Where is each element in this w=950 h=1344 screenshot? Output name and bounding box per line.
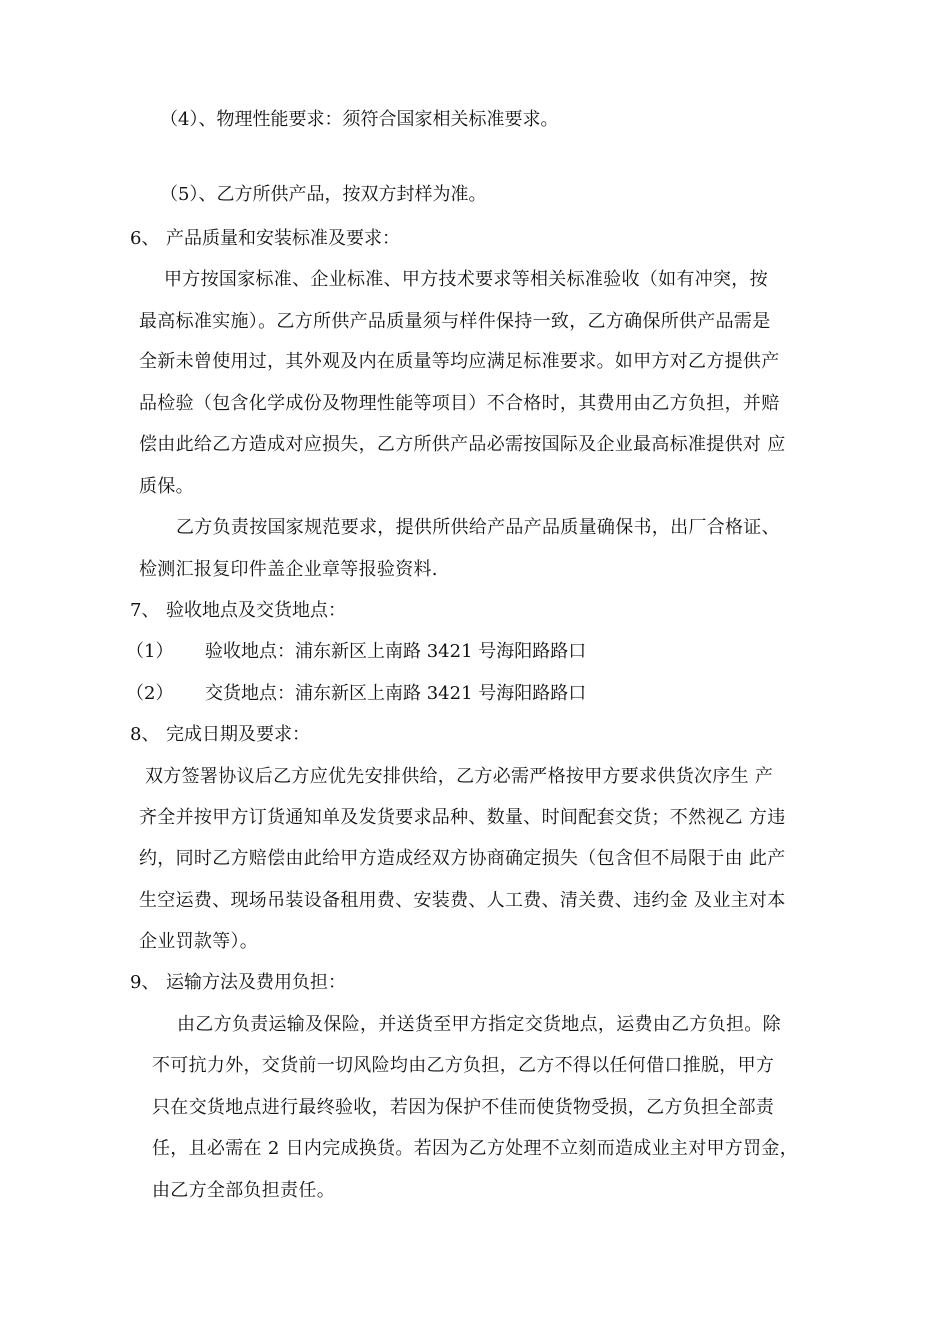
paragraph-line: 由乙方负责运输及保险，并送货至甲方指定交货地点，运费由乙方负担。除 xyxy=(177,1014,781,1035)
section-7-number: 7、 xyxy=(130,600,160,621)
paragraph-line: 最高标准实施）。乙方所供产品质量须与样件保持一致，乙方确保所供产品需是 xyxy=(139,311,771,332)
paragraph-line: 双方签署协议后乙方应优先安排供给，乙方必需严格按甲方要求供货次序生 产 xyxy=(145,766,774,787)
paragraph-line: 生空运费、现场吊装设备租用费、安装费、人工费、清关费、违约金 及业主对本 xyxy=(139,890,786,911)
item-5-sample-standard: （5）、乙方所供产品，按双方封样为准。 xyxy=(160,184,487,205)
section-6-title: 产品质量和安装标准及要求： xyxy=(166,228,400,249)
paragraph-line: 约，同时乙方赔偿由此给甲方造成经双方协商确定损失（包含但不局限于由 此产 xyxy=(139,848,786,869)
item-number: （2） xyxy=(126,683,174,704)
paragraph-line: 甲方按国家标准、企业标准、甲方技术要求等相关标准验收（如有冲突，按 xyxy=(164,269,768,290)
section-6-number: 6、 xyxy=(130,228,160,249)
paragraph-line: 检测汇报复印件盖企业章等报验资料. xyxy=(139,559,438,580)
paragraph-line: 由乙方全部负担责任。 xyxy=(152,1180,335,1201)
paragraph-line: 齐全并按甲方订货通知单及发货要求品种、数量、时间配套交货；不然视乙 方违 xyxy=(139,807,786,828)
paragraph-line: 乙方负责按国家规范要求，提供所供给产品产品质量确保书，出厂合格证、 xyxy=(176,517,780,538)
paragraph-line: 品检验（包含化学成份及物理性能等项目）不合格时，其费用由乙方负担，并赔 xyxy=(139,393,780,414)
delivery-location: 交货地点：浦东新区上南路 3421 号海阳路路口 xyxy=(205,683,587,704)
acceptance-location: 验收地点：浦东新区上南路 3421 号海阳路路口 xyxy=(205,641,587,662)
paragraph-line: 质保。 xyxy=(139,476,194,497)
item-number: （1） xyxy=(126,641,174,662)
paragraph-line: 偿由此给乙方造成对应损失，乙方所供产品必需按国际及企业最高标准提供对 应 xyxy=(139,434,786,455)
paragraph-line: 企业罚款等）。 xyxy=(139,931,259,952)
section-8-title: 完成日期及要求： xyxy=(166,724,310,745)
paragraph-line: 全新未曾使用过，其外观及内在质量等均应满足标准要求。如甲方对乙方提供产 xyxy=(139,351,780,372)
item-4-physical-requirements: （4）、物理性能要求：须符合国家相关标准要求。 xyxy=(160,109,559,130)
paragraph-line: 任，且必需在 2 日内完成换货。若因为乙方处理不立刻而造成业主对甲方罚金， xyxy=(152,1138,798,1159)
section-7-title: 验收地点及交货地点： xyxy=(166,600,346,621)
section-9-title: 运输方法及费用负担： xyxy=(166,972,346,993)
section-9-number: 9、 xyxy=(130,972,160,993)
paragraph-line: 不可抗力外，交货前一切风险均由乙方负担，乙方不得以任何借口推脱，甲方 xyxy=(152,1055,775,1076)
paragraph-line: 只在交货地点进行最终验收，若因为保护不佳而使货物受损，乙方负担全部责 xyxy=(152,1097,775,1118)
section-8-number: 8、 xyxy=(130,724,160,745)
